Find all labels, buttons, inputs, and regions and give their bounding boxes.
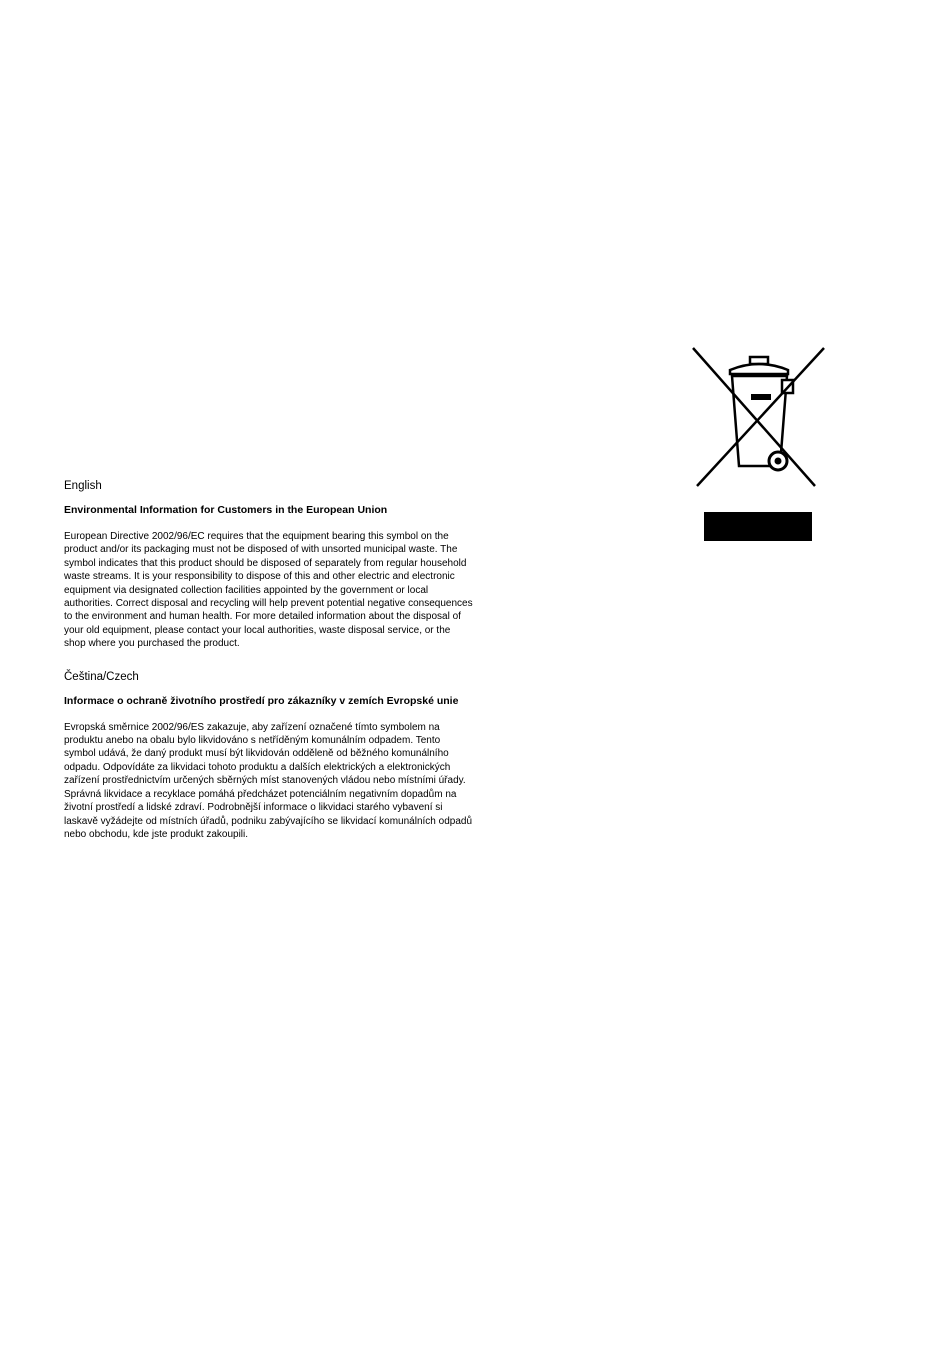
section-body: Evropská směrnice 2002/96/ES zakazuje, aby zařízení označené tímto symbolem na produktu anebo na obalu bylo likvidováno s netříděným komunálním odpadem. Tento symbol udává, že daný produkt musí být likvidován odděleně od běžného komunálního odpadu. Odpovídáte za likvidaci tohoto produktu a dalších elektrických a elektronických zařízení prostřednictvím určených sběrných míst stanovených vládou nebo místními úřady. Správná likvidace a recyklace pomáhá předcházet potenciálním negativním dopadům na životní prostředí a lidské zdraví. Podrobnější informace o likvidaci starého vybavení si laskavě vyžádejte od místních úřadů, podniku zabývajícího se likvidací komunálních odpadů nebo obchodu, kde jste produkt zakoupili. bbox=[64, 721, 473, 840]
crossed-out-wheelie-bin-icon bbox=[690, 344, 828, 490]
section-english bbox=[64, 478, 474, 651]
section-czech bbox=[64, 669, 474, 842]
section-title: Informace o ochraně životního prostředí pro zákazníky v zemích Evropské unie bbox=[64, 694, 459, 707]
text-column bbox=[64, 478, 474, 841]
language-heading: Čeština/Czech bbox=[64, 670, 139, 683]
weee-black-bar bbox=[704, 512, 812, 541]
section-body: European Directive 2002/96/EC requires that the equipment bearing this symbol on the product and/or its packaging must not be disposed of with unsorted municipal waste. The symbol indicates that this product should be disposed of separately from regular household waste streams. It is your responsibility to dispose of this and other electric and electronic equipment via designated collection facilities appointed by the government or local authorities. Correct disposal and recycling will help prevent potential negative consequences to the environment and human health. For more detailed information about the disposal of your old equipment, please contact your local authorities, waste disposal service, or the shop where you purchased the product. bbox=[64, 531, 473, 650]
language-heading: English bbox=[64, 480, 102, 492]
section-title: Environmental Information for Customers in the European Union bbox=[64, 504, 388, 516]
